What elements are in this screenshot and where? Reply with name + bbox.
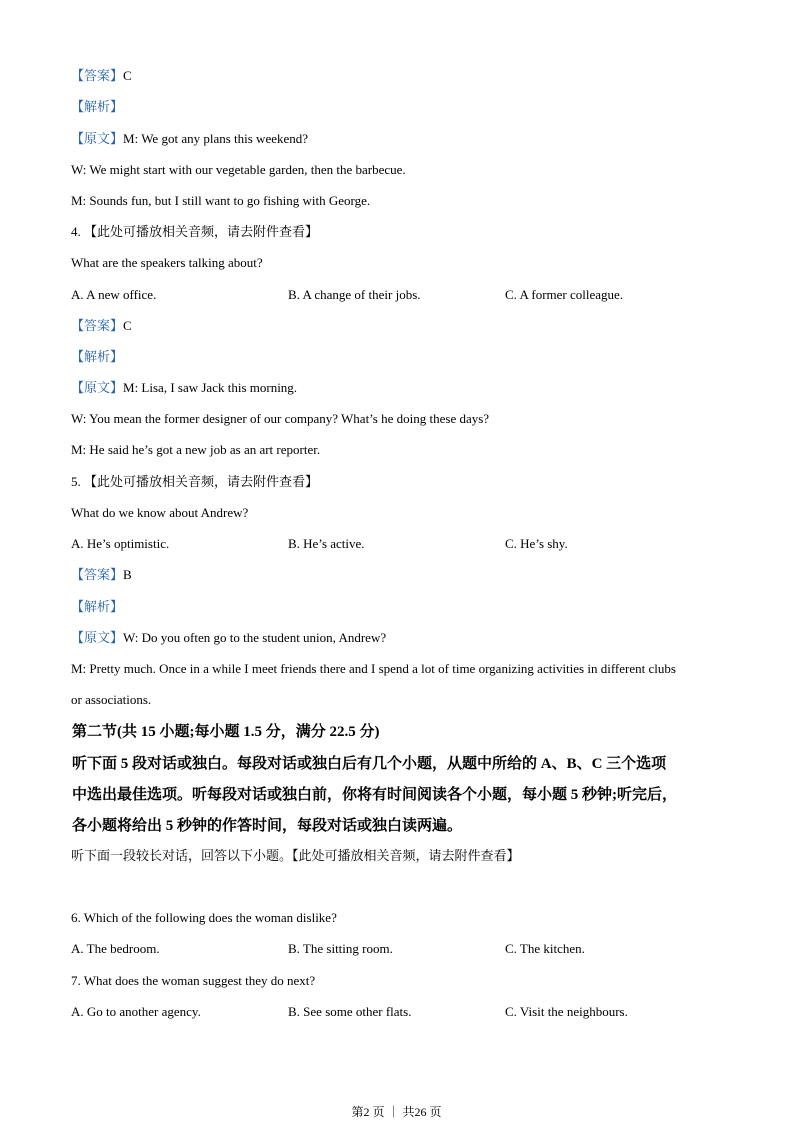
section-intro: 听下面一段较长对话，回答以下小题。【此处可播放相关音频，请去附件查看】 (71, 848, 520, 863)
q3-transcript-line1 (71, 130, 308, 148)
q4-analysis-tag: 【解析】 (71, 349, 124, 364)
q5-header: 5. 【此处可播放相关音频，请去附件查看】 (71, 474, 319, 489)
section-title: 第二节(共 15 小题;每小题 1.5 分，满分 22.5 分) (72, 724, 380, 740)
option-a: A. He’s optimistic. (71, 536, 170, 551)
option-b: B. A change of their jobs. (288, 287, 421, 302)
q4-transcript-line3: M: He said he’s got a new job as an art reporter. (71, 442, 321, 457)
option-c: C. A former colleague. (505, 287, 624, 302)
q5-options (71, 535, 731, 553)
option-c: C. He’s shy. (505, 536, 568, 551)
q3-transcript-line3: M: Sounds fun, but I still want to go fishing with George. (71, 193, 371, 208)
transcript-text: M: Lisa, I saw Jack this morning. (123, 380, 298, 395)
section-instructions-line2: 中选出最佳选项。听每段对话或独白前，你将有时间阅读各个小题，每小题 5 秒钟;听完后， (72, 787, 677, 803)
q5-transcript-line3: or associations. (71, 692, 152, 707)
q6-question: 6. Which of the following does the woman dislike? (71, 910, 337, 925)
q5-answer (71, 566, 132, 584)
q4-transcript-line2: W: You mean the former designer of our company? What’s he doing these days? (71, 411, 490, 426)
q7-question: 7. What does the woman suggest they do next? (71, 973, 316, 988)
option-c: C. The kitchen. (505, 941, 585, 956)
q4-transcript-line1 (71, 379, 297, 397)
q3-analysis-tag: 【解析】 (71, 99, 124, 114)
page-number: 第2 页 ｜ 共26 页 (351, 1105, 442, 1119)
transcript-text: W: Do you often go to the student union, Andrew? (123, 630, 387, 645)
q5-question: What do we know about Andrew? (71, 505, 249, 520)
option-a: A. The bedroom. (71, 941, 160, 956)
section-instructions-line1: 听下面 5 段对话或独白。每段对话或独白后有几个小题，从题中所给的 A、B、C 三个选项 (72, 756, 667, 772)
section-instructions-line3: 各小题将给出 5 秒钟的作答时间，每段对话或独白读两遍。 (72, 818, 463, 834)
answer-tag: 【答案】 (71, 567, 124, 582)
option-b: B. See some other flats. (288, 1004, 412, 1019)
q6-options (71, 940, 731, 958)
option-a: A. Go to another agency. (71, 1004, 201, 1019)
answer-tag: 【答案】 (71, 318, 124, 333)
q4-header: 4. 【此处可播放相关音频，请去附件查看】 (71, 224, 319, 239)
option-a: A. A new office. (71, 287, 157, 302)
q3-transcript-line2: W: We might start with our vegetable garden, then the barbecue. (71, 162, 406, 177)
transcript-tag: 【原文】 (71, 380, 124, 395)
option-b: B. The sitting room. (288, 941, 393, 956)
q5-transcript-line2: M: Pretty much. Once in a while I meet friends there and I spend a lot of time organizing activities in different clubs (71, 661, 676, 676)
answer-tag: 【答案】 (71, 68, 124, 83)
q4-options (71, 286, 731, 304)
answer-value: C (123, 318, 132, 333)
q5-analysis-tag: 【解析】 (71, 599, 124, 614)
transcript-text: M: We got any plans this weekend? (123, 131, 309, 146)
option-b: B. He’s active. (288, 536, 365, 551)
q4-answer (71, 317, 132, 335)
q4-question: What are the speakers talking about? (71, 255, 263, 270)
option-c: C. Visit the neighbours. (505, 1004, 628, 1019)
q3-answer (71, 67, 132, 85)
answer-value: C (123, 68, 132, 83)
transcript-tag: 【原文】 (71, 131, 124, 146)
transcript-tag: 【原文】 (71, 630, 124, 645)
q7-options (71, 1003, 731, 1021)
answer-value: B (123, 567, 132, 582)
q5-transcript-line1 (71, 629, 386, 647)
